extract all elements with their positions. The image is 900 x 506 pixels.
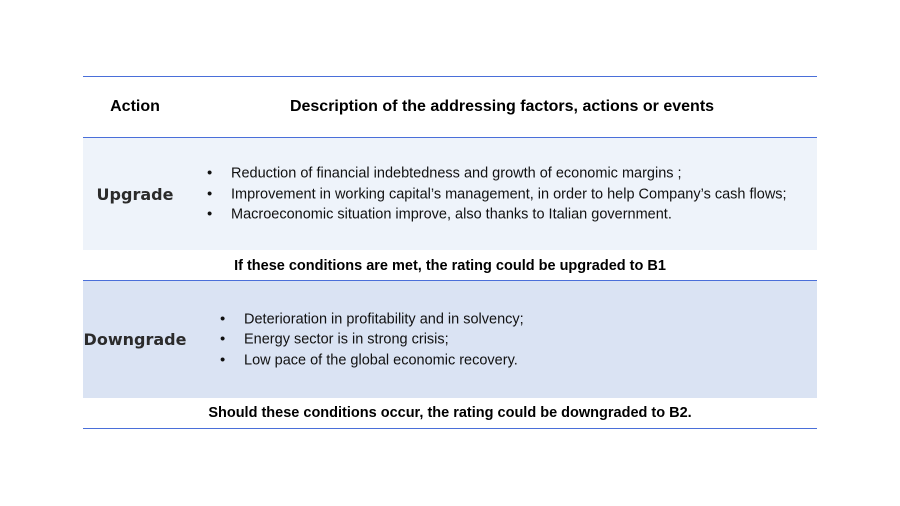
upgrade-row — [83, 138, 817, 250]
downgrade-condition-note: Should these conditions occur, the rating could be downgraded to B2. — [208, 405, 692, 421]
upgrade-bullet-3: • Macroeconomic situation improve, also thanks to Italian government. — [207, 204, 787, 225]
table-bottom-rule — [83, 428, 817, 429]
upgrade-description-cell — [187, 138, 817, 250]
header-action-cell — [83, 77, 187, 137]
upgrade-label: Upgrade — [96, 184, 174, 204]
downgrade-label-cell — [83, 281, 187, 398]
downgrade-bullet-1: • Deterioration in profitability and in solvency; — [220, 309, 524, 330]
upgrade-condition-note: If these conditions are met, the rating could be upgraded to B1 — [234, 258, 666, 274]
downgrade-label: Downgrade — [83, 330, 187, 349]
header-row — [83, 77, 817, 137]
upgrade-label-cell — [83, 138, 187, 250]
header-action: Action — [110, 98, 160, 115]
upgrade-bullet-list — [207, 163, 787, 225]
header-description: Description of the addressing factors, actions or events — [289, 98, 715, 115]
downgrade-bullet-2: • Energy sector is in strong crisis; — [220, 329, 524, 350]
upgrade-bullet-1: • Reduction of financial indebtedness and growth of economic margins ; — [207, 163, 787, 184]
downgrade-description-cell — [187, 281, 817, 398]
upgrade-bullet-2: • Improvement in working capital’s management, in order to help Company’s cash flows; — [207, 184, 787, 205]
header-description-cell — [187, 77, 817, 137]
downgrade-bullet-list — [220, 309, 524, 371]
downgrade-bullet-3: • Low pace of the global economic recovery. — [220, 350, 524, 371]
downgrade-row — [83, 281, 817, 398]
